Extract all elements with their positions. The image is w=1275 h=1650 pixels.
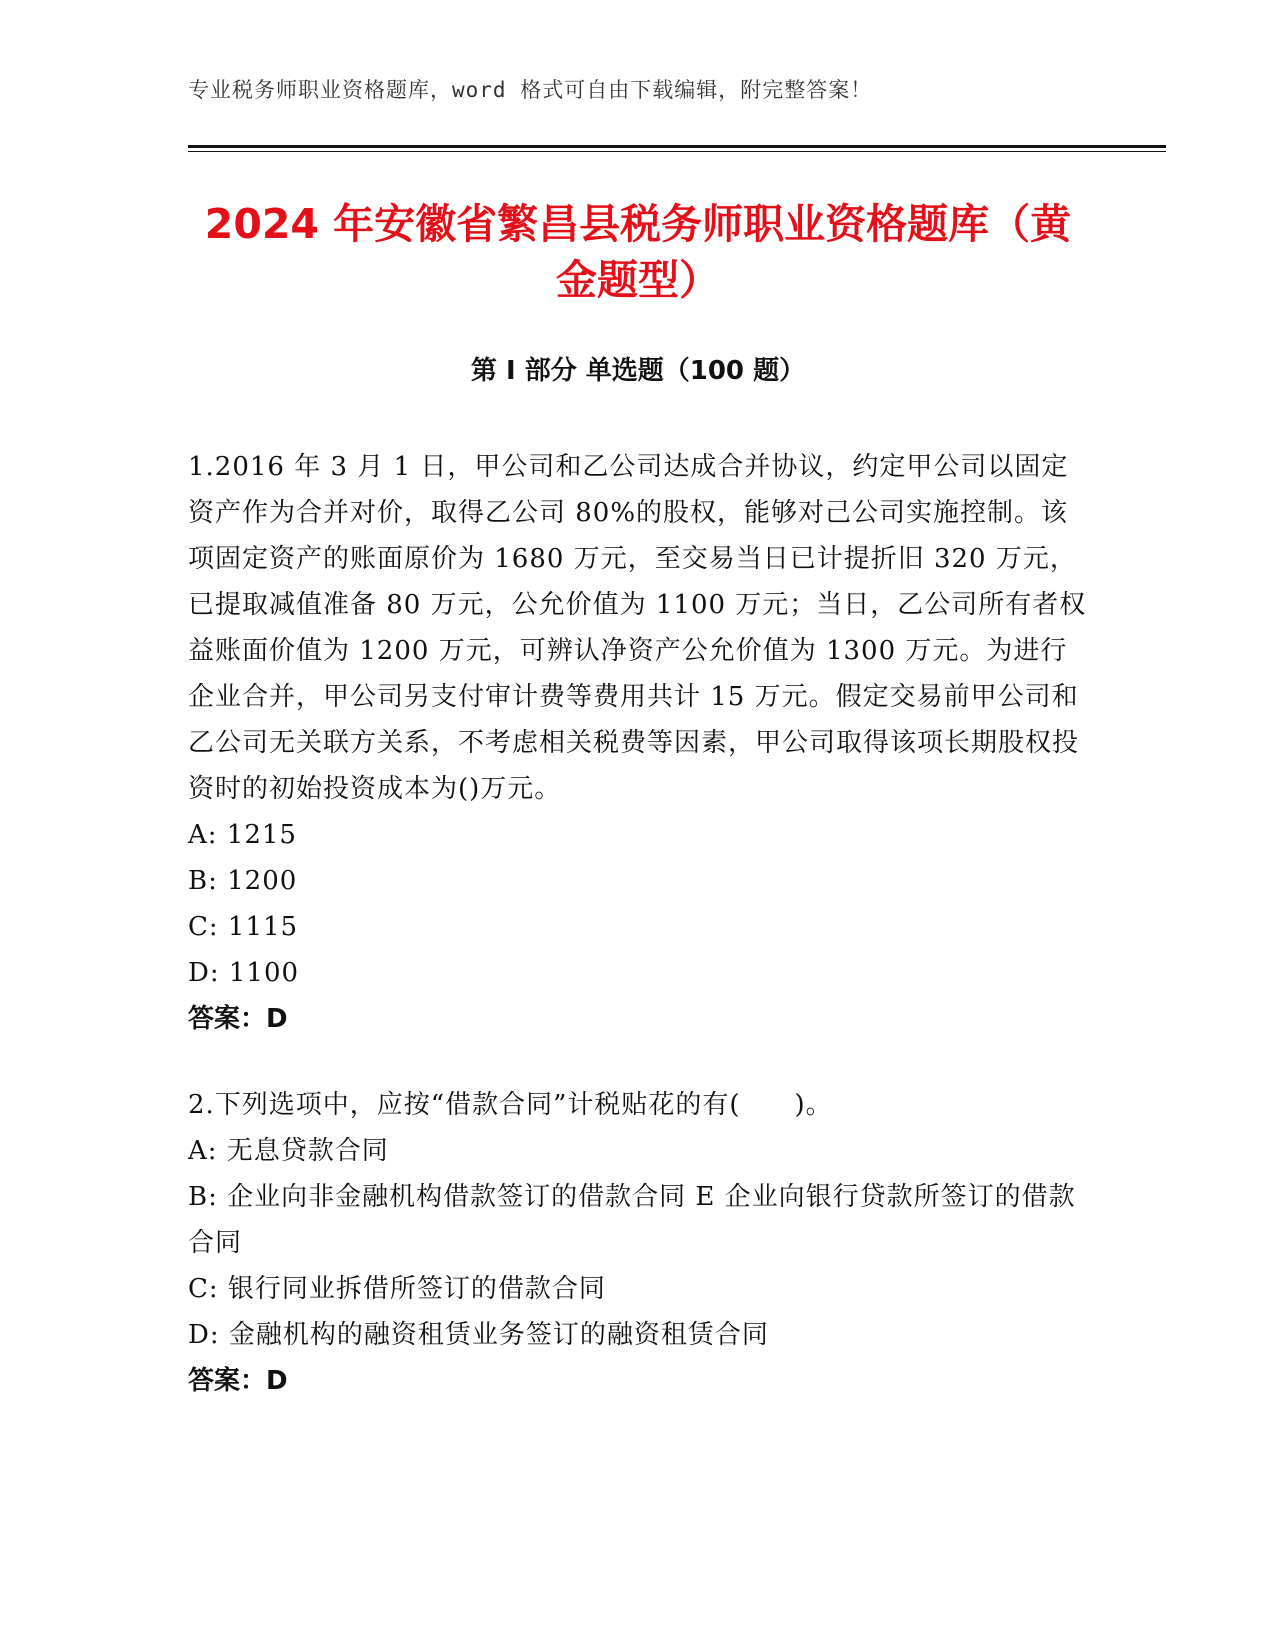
answer: 答案：D xyxy=(188,1366,288,1396)
option-c: C: 银行同业拆借所签订的借款合同 xyxy=(188,1274,606,1304)
document-title: 2024 年安徽省繁昌县税务师职业资格题库（黄金题型） xyxy=(204,200,1072,304)
option-b: B: 1200 xyxy=(188,866,298,896)
option-b: B: 企业向非金融机构借款签订的借款合同 E 企业向银行贷款所签订的借款合同 xyxy=(188,1182,1076,1258)
question-1 xyxy=(188,444,1093,1042)
option-a: A: 1215 xyxy=(188,820,297,850)
question-2 xyxy=(188,1082,1093,1404)
option-d: D: 金融机构的融资租赁业务签订的融资租赁合同 xyxy=(188,1320,769,1350)
question-stem: 1.2016 年 3 月 1 日，甲公司和乙公司达成合并协议，约定甲公司以固定资产作为合并对价，取得乙公司 80%的股权，能够对己公司实施控制。该项固定资产的账面原价为 1680 万元，至交易当日已计提折旧 320 万元，已提取减值准备 80 万元，公允价值为 1100 万元；当日，乙公司所有者权益账面价值为 1200 万元，可辨认净资产公允价值为 1300 万元。为进行企业合并，甲公司另支付审计费等费用共计 15 万元。假定交易前甲公司和乙公司无关联方关系，不考虑相关税费等因素，甲公司取得该项长期股权投资时的初始投资成本为()万元。 xyxy=(188,452,1087,804)
option-a: A: 无息贷款合同 xyxy=(188,1136,389,1166)
section-heading: 第 I 部分 单选题（100 题） xyxy=(470,356,806,386)
answer: 答案：D xyxy=(188,1004,288,1034)
option-d: D: 1100 xyxy=(188,958,300,988)
header-note: 专业税务师职业资格题库，word 格式可自由下载编辑，附完整答案！ xyxy=(188,78,873,102)
header-divider-thin xyxy=(188,151,1166,152)
header-divider-thick xyxy=(188,145,1166,148)
option-c: C: 1115 xyxy=(188,912,299,942)
question-stem: 2.下列选项中，应按“借款合同”计税贴花的有( )。 xyxy=(188,1090,833,1120)
